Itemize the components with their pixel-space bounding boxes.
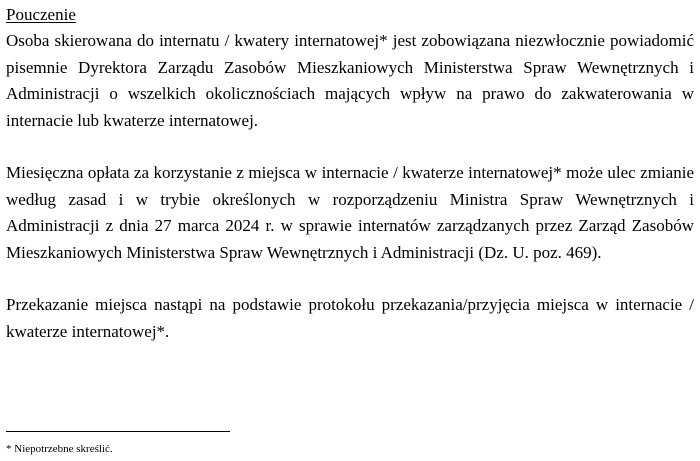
footnote-text: * Niepotrzebne skreślić.: [6, 443, 113, 455]
section-heading: Pouczenie: [6, 5, 76, 24]
paragraph-monthly-fee: Miesięczna opłata za korzystanie z miejsca w internacie / kwaterze internatowej* może ulec zmianie według zasad i w trybie określonych w rozporządzeniu Ministra Spraw Wewnętrznych i Administracji z dnia 27 marca 2024 r. w sprawie internatów zarządzanych przez Zarząd Zasobów Mieszkaniowych Ministerstwa Spraw Wewnętrznych i Administracji (Dz. U. poz. 469).: [6, 163, 694, 262]
paragraph-handover-protocol: Przekazanie miejsca nastąpi na podstawie protokołu przekazania/przyjęcia miejsca w internacie / kwaterze internatowej*.: [6, 295, 694, 341]
paragraph-notification-duty: Osoba skierowana do internatu / kwatery internatowej* jest zobowiązana niezwłocznie powiadomić pisemnie Dyrektora Zarządu Zasobów Mieszkaniowych Ministerstwa Spraw Wewnętrznych i Administracji o wszelkich okolicznościach mających wpływ na prawo do zakwaterowania w internacie lub kwaterze internatowej.: [6, 31, 694, 130]
document-page: [6, 0, 694, 345]
footnote-separator: [6, 431, 230, 432]
